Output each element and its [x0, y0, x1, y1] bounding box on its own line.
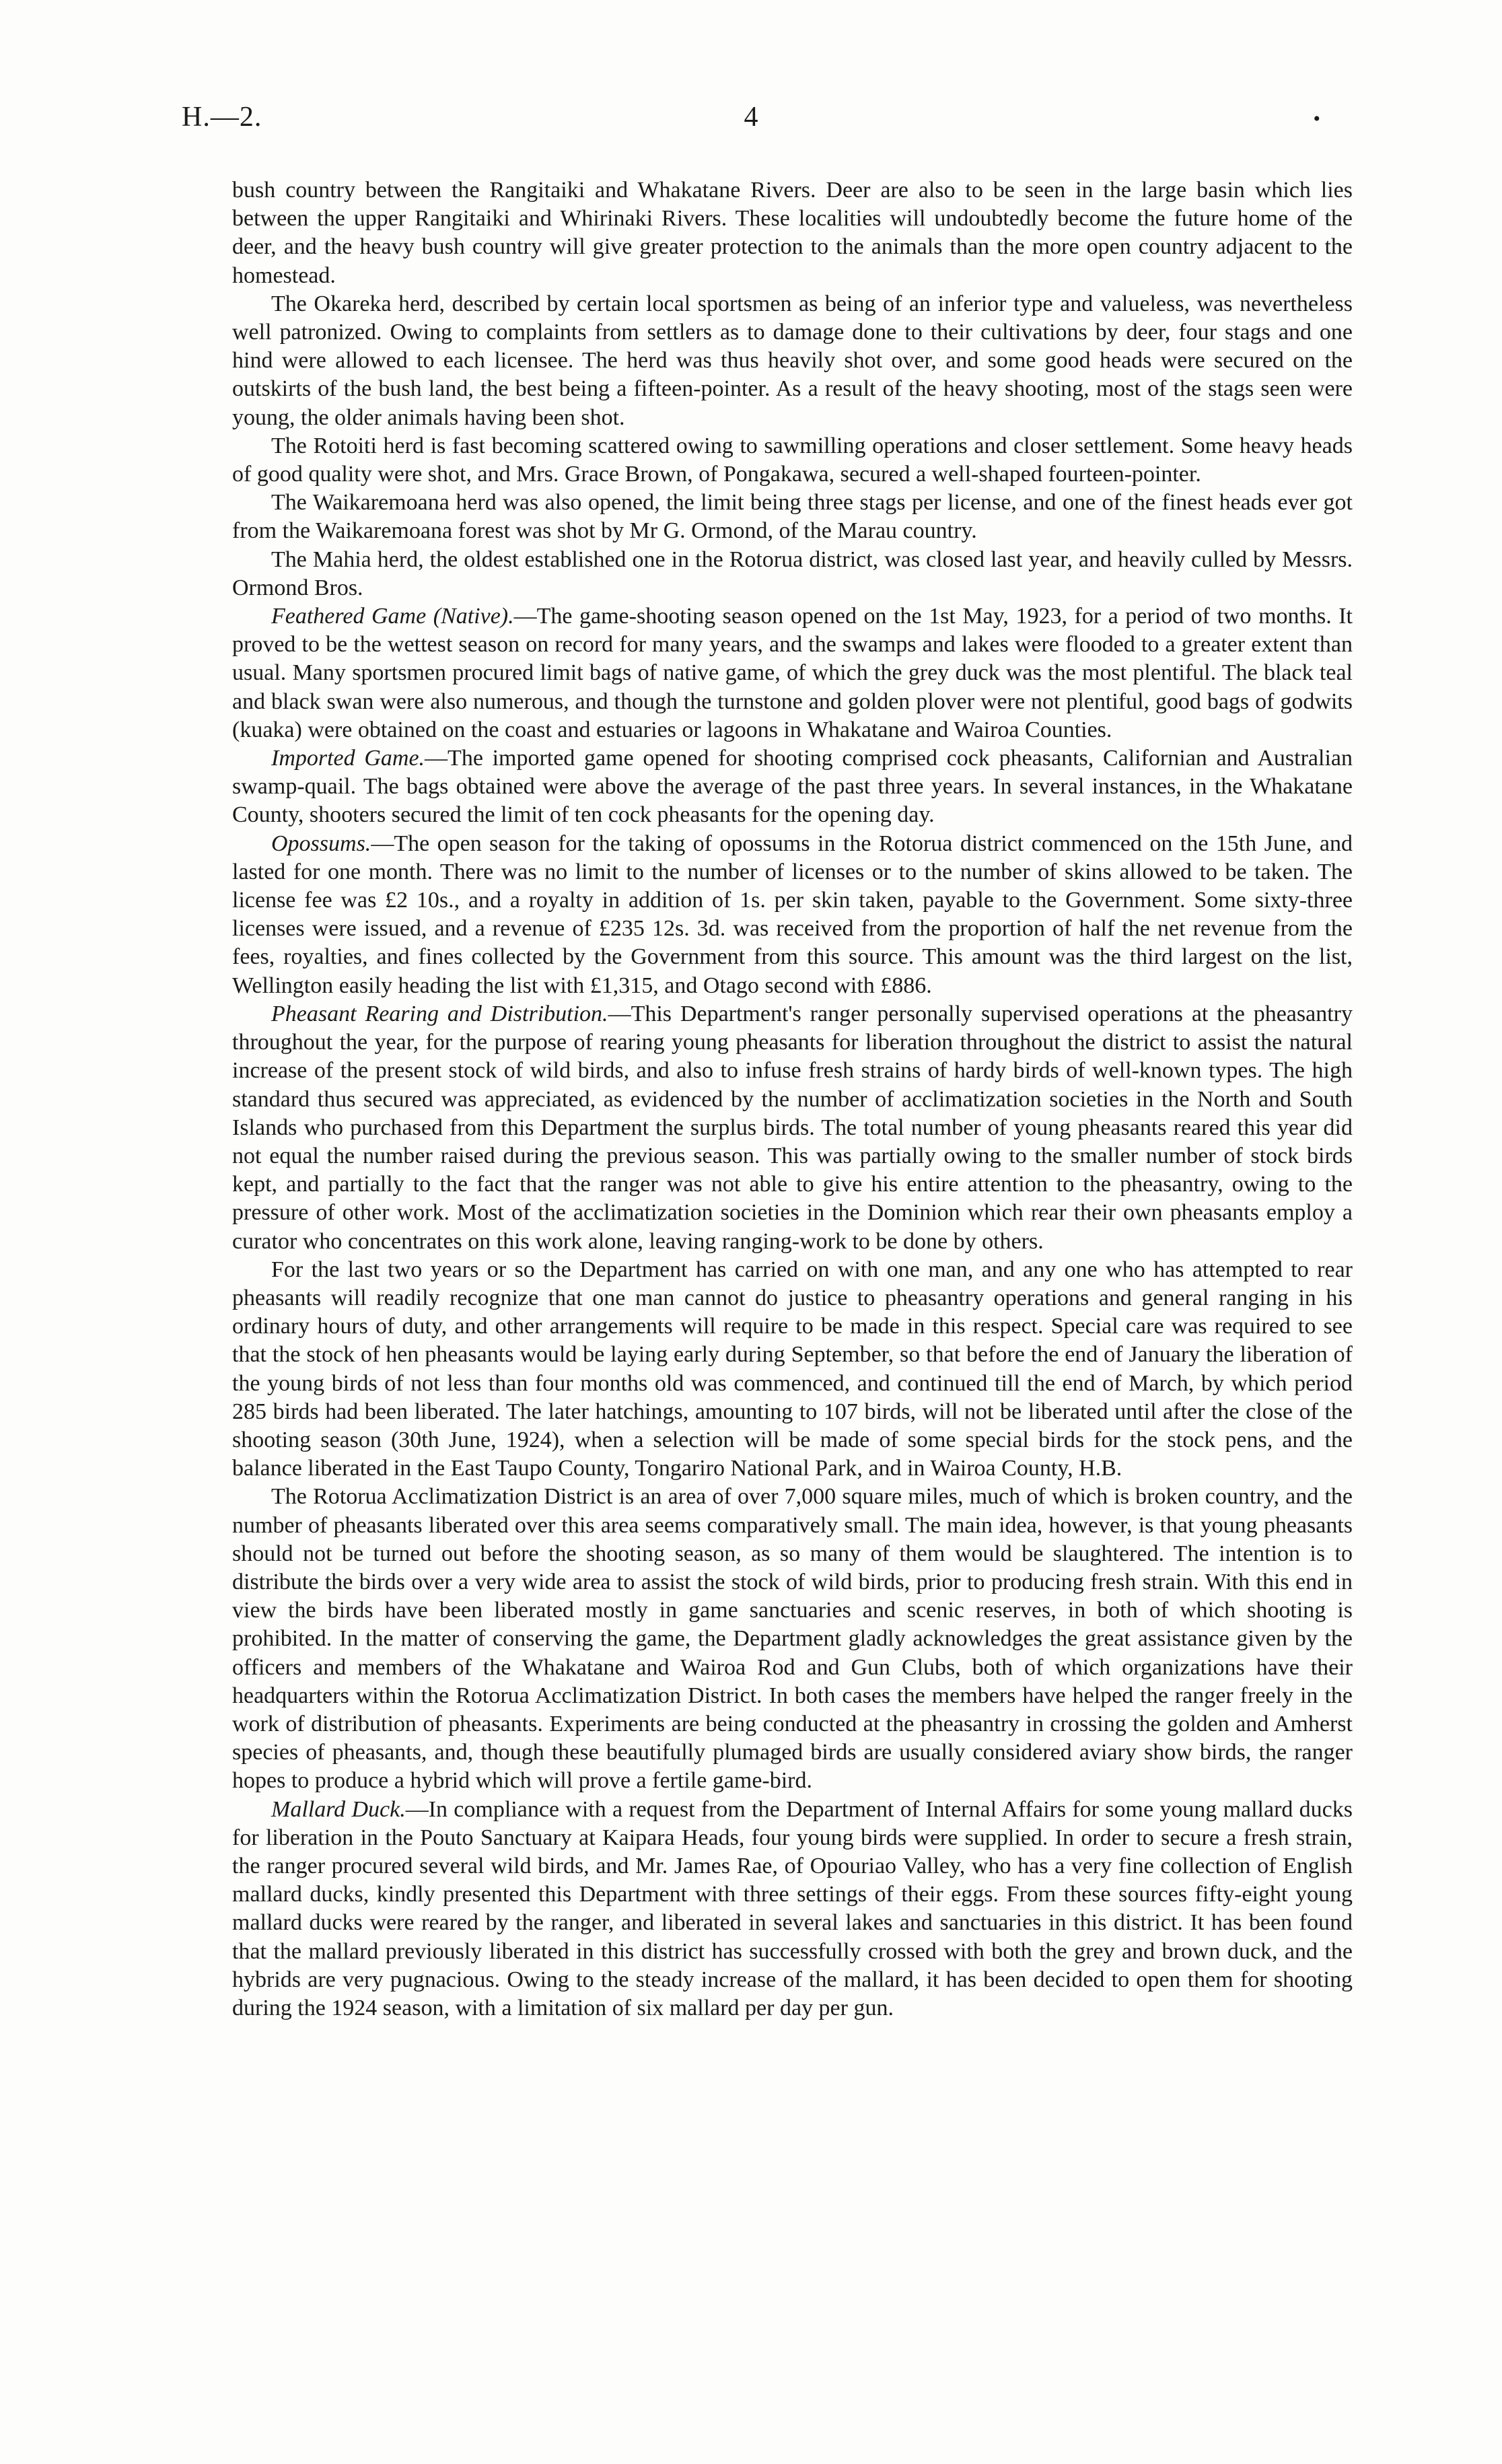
paragraph-text: The Mahia herd, the oldest established one in the Rotorua district, was closed last year, and heavily culled by Messrs. Ormond Bros.	[232, 547, 1353, 600]
section-heading: Pheasant Rearing and Distribution.	[271, 1001, 608, 1026]
paragraph-text: The Rotorua Acclimatization District is an area of over 7,000 square miles, much of which is broken country, and the number of pheasants liberated over this area seems comparatively small. The main idea, however, is that young pheasants should not be turned out before the shooting season, as so many of them would be slaughtered. The intention is to distribute the birds over a very wide area to assist the stock of wild birds, prior to producing fresh strain. With this end in view the birds have been liberated mostly in game sanctuaries and scenic reserves, in both of which shooting is prohibited. In the matter of conserving the game, the Department gladly acknowledges the great assistance given by the officers and members of the Whakatane and Wairoa Rod and Gun Clubs, both of which organizations have their headquarters within the Rotorua Acclimatization District. In both cases the members have helped the ranger freely in the work of distribution of pheasants. Experiments are being conducted at the pheasantry in crossing the golden and Amherst species of pheasants, and, though these beautifully plumaged birds are usually considered aviary show birds, the ranger hopes to produce a hybrid which will prove a fertile game-bird.	[232, 1484, 1353, 1794]
paragraph-text: —This Department's ranger personally supervised operations at the pheasantry throughout the year, for the purpose of rearing young pheasants for liberation throughout the district to assist the natural increase of the present stock of wild birds, and also to infuse fresh strains of hardy birds of well-known types. The high standard thus secured was appreciated, as evidenced by the number of acclimatization societies in the North and South Islands who purchased from this Department the surplus birds. The total number of young pheasants reared this year did not equal the number raised during the previous season. This was partially owing to the smaller number of stock birds kept, and partially to the fact that the ranger was not able to give his entire attention to the pheasantry, owing to the pressure of other work. Most of the acclimatization societies in the Dominion which rear their own pheasants employ a curator who concentrates on this work alone, leaving ranging-work to be done by others.	[232, 1001, 1353, 1254]
paragraph-rotoiti-herd	[232, 432, 1353, 489]
paragraph-feathered-game	[232, 602, 1353, 744]
paragraph-text: bush country between the Rangitaiki and Whakatane Rivers. Deer are also to be seen in the large basin which lies between the upper Rangitaiki and Whirinaki Rivers. These localities will undoubtedly become the future home of the deer, and the heavy bush country will give greater protection to the animals than the more open country adjacent to the homestead.	[232, 178, 1353, 288]
body-text	[232, 176, 1353, 2022]
margin-mark: •	[1313, 108, 1320, 130]
paragraph-continuation	[232, 176, 1353, 290]
paragraph-waikaremoana-herd	[232, 489, 1353, 545]
report-reference: H.—2.	[182, 102, 262, 133]
paragraph-text: —In compliance with a request from the Department of Internal Affairs for some young mallard ducks for liberation in the Pouto Sanctuary at Kaipara Heads, four young birds were supplied. In order to secure a fresh strain, the ranger procured several wild birds, and Mr. James Rae, of Opouriao Valley, who has a very fine collection of English mallard ducks, kindly presented this Department with three settings of their eggs. From these sources fifty-eight young mallard ducks were reared by the ranger, and liberated in several lakes and sanctuaries in this district. It has been found that the mallard previously liberated in this district has successfully crossed with both the grey and brown duck, and the hybrids are very pugnacious. Owing to the steady increase of the mallard, it has been decided to open them for shooting during the 1924 season, with a limitation of six mallard per day per gun.	[232, 1796, 1353, 2020]
paragraph-text: The Okareka herd, described by certain local sportsmen as being of an inferior type and valueless, was nevertheless well patronized. Owing to complaints from settlers as to damage done to their cultivations by deer, four stags and one hind were allowed to each licensee. The herd was thus heavily shot over, and some good heads were secured on the outskirts of the bush land, the best being a fifteen-pointer. As a result of the heavy shooting, most of the stags seen were young, the older animals having been shot.	[232, 291, 1353, 430]
paragraph-mahia-herd	[232, 546, 1353, 602]
section-heading: Imported Game.	[271, 746, 425, 771]
section-heading: Opossums.	[271, 831, 371, 856]
paragraph-department-one-man	[232, 1256, 1353, 1483]
section-heading: Feathered Game (Native).	[271, 604, 514, 629]
page-header	[182, 101, 1320, 148]
paragraph-opossums	[232, 830, 1353, 1000]
paragraph-mallard-duck	[232, 1796, 1353, 2023]
paragraph-text: For the last two years or so the Department has carried on with one man, and any one who has attempted to rear pheasants will readily recognize that one man cannot do justice to pheasantry operations and general ranging in his ordinary hours of duty, and other arrangements will require to be made in this respect. Special care was required to see that the stock of hen pheasants would be laying early during September, so that before the end of January the liberation of the young birds of not less than four months old was commenced, and continued till the end of March, by which period 285 birds had been liberated. The later hatchings, amounting to 107 birds, will not be liberated until after the close of the shooting season (30th June, 1924), when a selection will be made of some special birds for the stock pens, and the balance liberated in the East Taupo County, Tongariro National Park, and in Wairoa County, H.B.	[232, 1257, 1353, 1481]
section-heading: Mallard Duck.	[271, 1796, 406, 1822]
paragraph-rotorua-district	[232, 1483, 1353, 1795]
page-number: 4	[744, 102, 758, 133]
paragraph-pheasant-rearing	[232, 1000, 1353, 1256]
paragraph-text: —The open season for the taking of opossums in the Rotorua district commenced on the 15th June, and lasted for one month. There was no limit to the number of licenses or to the number of skins allowed to be taken. The license fee was £2 10s., and a royalty in addition of 1s. per skin taken, payable to the Government. Some sixty-three licenses were issued, and a revenue of £235 12s. 3d. was received from the proportion of half the net revenue from the fees, royalties, and fines collected by the Government from this source. This amount was the third largest on the list, Wellington easily heading the list with £1,315, and Otago second with £886.	[232, 831, 1353, 998]
paragraph-text: —The imported game opened for shooting comprised cock pheasants, Californian and Australian swamp-quail. The bags obtained were above the average of the past three years. In several instances, in the Whakatane County, shooters secured the limit of ten cock pheasants for the opening day.	[232, 746, 1353, 828]
paragraph-text: The Waikaremoana herd was also opened, the limit being three stags per license, and one of the finest heads ever got from the Waikaremoana forest was shot by Mr G. Ormond, of the Marau country.	[232, 490, 1353, 544]
paragraph-text: —The game-shooting season opened on the 1st May, 1923, for a period of two months. It proved to be the wettest season on record for many years, and the swamps and lakes were flooded to a greater extent than usual. Many sportsmen procured limit bags of native game, of which the grey duck was the most plentiful. The black teal and black swan were also numerous, and though the turnstone and golden plover were not plentiful, good bags of godwits (kuaka) were obtained on the coast and estuaries or lagoons in Whakatane and Wairoa Counties.	[232, 604, 1353, 742]
paragraph-text: The Rotoiti herd is fast becoming scattered owing to sawmilling operations and closer settlement. Some heavy heads of good quality were shot, and Mrs. Grace Brown, of Pongakawa, secured a well-shaped fourteen-pointer.	[232, 433, 1353, 487]
paragraph-imported-game	[232, 744, 1353, 830]
paragraph-okareka-herd	[232, 290, 1353, 432]
